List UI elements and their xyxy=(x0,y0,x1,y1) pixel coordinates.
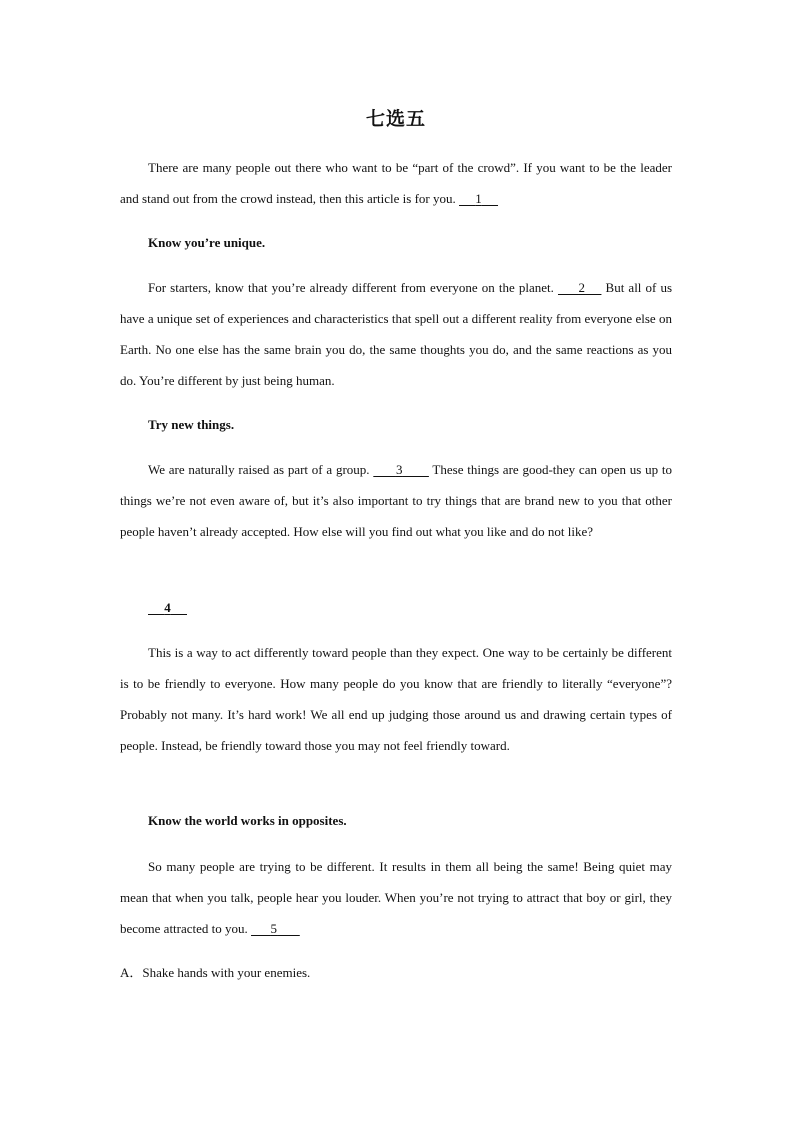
option-a xyxy=(120,963,310,983)
paragraph-text: We are naturally raised as part of a group. xyxy=(148,462,374,477)
option-text: Shake hands with your enemies. xyxy=(142,965,311,980)
section-heading-new-things: Try new things. xyxy=(148,417,235,432)
blank-5: 5 xyxy=(270,921,278,936)
blank-2: 2 xyxy=(578,280,586,295)
paragraph-text: But all of us have a unique set of experiences and characteristics that spell out a different reality from everyone else on Earth. No one else has the same brain you do, the same thoughts you do, and the same reactions as you do. You’re different by just being human. xyxy=(120,280,673,388)
blank-1: 1 xyxy=(475,191,482,206)
paragraph-friendly: This is a way to act differently toward people than they expect. One way to be certainly be different is to be friendly to everyone. How many people do you know that are friendly to literally “everyone”? Probably not many. It’s hard work! We all end up judging those around us and drawing certain types of people. Instead, be friendly toward those you may not feel friendly toward. xyxy=(120,645,672,753)
option-letter: A． xyxy=(120,965,143,980)
paragraph-intro xyxy=(120,152,672,214)
section-heading-blank-4 xyxy=(148,598,187,618)
paragraph-opposites xyxy=(120,851,672,944)
section-heading-opposites: Know the world works in opposites. xyxy=(148,813,347,828)
paragraph-text: So many people are trying to be different. It results in them all being the same! Being quiet may mean that when you talk, people hear you louder. When you’re not trying to attract that boy or girl, they become attracted to you. xyxy=(120,859,672,936)
section-heading-unique: Know you’re unique. xyxy=(148,235,266,250)
paragraph-text: For starters, know that you’re already different from everyone on the planet. xyxy=(148,280,558,295)
blank-4: 4 xyxy=(164,600,171,615)
blank-3: 3 xyxy=(395,462,403,477)
paragraph-new-things xyxy=(120,454,672,547)
page-title: 七选五 xyxy=(365,108,426,130)
paragraph-text: These things are good-they can open us up to things we’re not even aware of, but it’s also important to try things that are brand new to you that other people haven’t already accepted. How else will you find out what you like and do not like? xyxy=(120,462,673,539)
paragraph-unique xyxy=(120,272,672,396)
paragraph-text: There are many people out there who want to be “part of the crowd”. If you want to be the leader and stand out from the crowd instead, then this article is for you. xyxy=(120,160,672,206)
